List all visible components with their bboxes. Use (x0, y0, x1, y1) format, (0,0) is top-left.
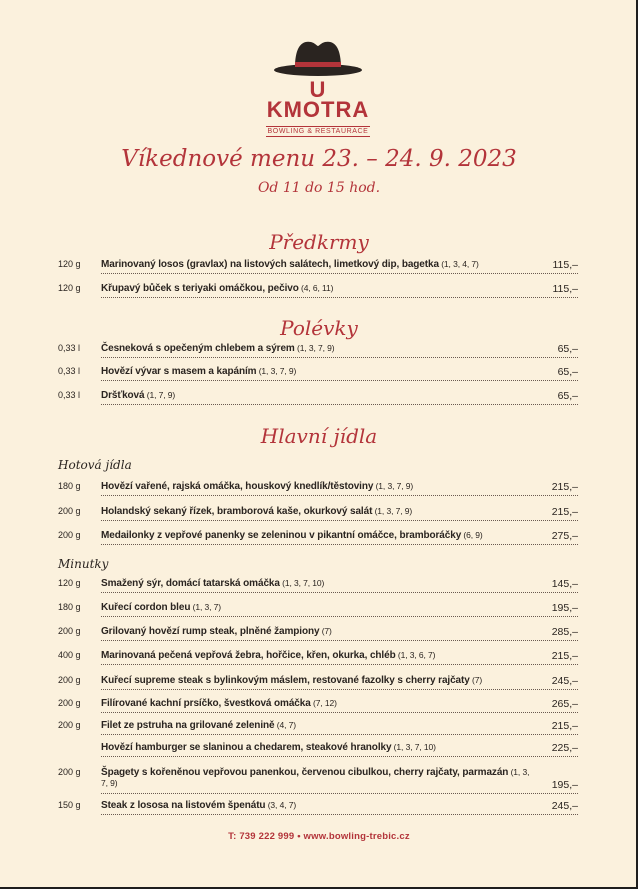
logo (256, 34, 380, 138)
item-price: 65,– (557, 390, 578, 402)
item-price: 115,– (552, 283, 578, 295)
menu-item (58, 797, 578, 815)
section-heading-hlavni: Hlavní jídla (260, 424, 378, 448)
item-price: 145,– (551, 578, 578, 590)
item-name (101, 506, 531, 517)
menu-item (58, 478, 578, 496)
item-weight: 180 g (58, 481, 81, 491)
item-price: 65,– (557, 343, 578, 355)
dotted-leader (101, 689, 578, 690)
menu-item (58, 527, 578, 545)
item-name (101, 578, 531, 589)
dotted-leader (101, 520, 578, 521)
dotted-leader (101, 544, 578, 545)
item-name-text: Holandský sekaný řízek, bramborová kaše, okurkový salát (101, 506, 373, 517)
item-name (101, 259, 531, 270)
item-name-text: Kuřecí supreme steak s bylinkovým máslem, restované fazolky s cherry rajčaty (101, 675, 470, 686)
item-name (101, 602, 531, 613)
item-name-text: Česneková s opečeným chlebem a sýrem (101, 343, 295, 354)
item-allergens: (1, 3, 7, 9) (101, 767, 530, 788)
item-name-text: Kuřecí cordon bleu (101, 602, 191, 613)
item-name (101, 800, 531, 811)
item-price: 115,– (552, 259, 578, 271)
item-price: 215,– (551, 650, 578, 662)
item-weight: 400 g (58, 650, 81, 660)
item-name (101, 530, 531, 541)
menu-item (58, 647, 578, 665)
item-weight: 120 g (58, 283, 81, 293)
item-name (101, 390, 531, 401)
item-allergens: (1, 3, 7, 9) (373, 481, 414, 491)
item-allergens: (4, 6, 11) (298, 283, 334, 293)
item-name (101, 742, 531, 753)
item-name-text: Filet ze pstruha na grilované zelenině (101, 720, 275, 731)
menu-title: Víkednové menu 23. – 24. 9. 2023 (121, 146, 517, 172)
menu-item (58, 695, 578, 713)
item-weight: 180 g (58, 602, 81, 612)
dotted-leader (101, 734, 578, 735)
item-allergens: (1, 7, 9) (144, 390, 176, 400)
item-name-text: Grilovaný hovězí rump steak, plněné žampiony (101, 626, 320, 637)
item-name-text: Marinovaný losos (gravlax) na listových salátech, limetkový dip, bagetka (101, 259, 439, 270)
item-price: 245,– (551, 675, 578, 687)
menu-item (58, 256, 578, 274)
item-name-text: Filírované kachní prsíčko, švestková omáčka (101, 698, 311, 709)
item-weight: 0,33 l (58, 366, 81, 376)
item-price: 245,– (551, 800, 578, 812)
subsection-minutky: Minutky (58, 557, 109, 571)
item-allergens: (1, 3, 7, 9) (256, 366, 297, 376)
dotted-leader (101, 380, 578, 381)
item-name-text: Křupavý bůček s teriyaki omáčkou, pečivo (101, 283, 299, 294)
item-weight: 200 g (58, 675, 81, 685)
dotted-leader (101, 357, 578, 358)
dotted-leader (101, 273, 578, 274)
item-allergens: (1, 3, 7, 9) (294, 343, 335, 353)
item-price: 265,– (551, 698, 578, 710)
menu-item (58, 280, 578, 298)
item-weight: 200 g (58, 720, 81, 730)
dotted-leader (101, 793, 578, 794)
item-weight: 200 g (58, 767, 81, 777)
item-allergens: (7) (469, 675, 483, 685)
item-allergens: (1, 3, 7, 10) (391, 742, 436, 752)
item-name-text: Hovězí vývar s masem a kapáním (101, 366, 257, 377)
item-name (101, 343, 531, 354)
item-price: 215,– (551, 481, 578, 493)
item-name-text: Steak z lososa na listovém špenátu (101, 800, 266, 811)
item-price: 215,– (551, 506, 578, 518)
dotted-leader (101, 756, 578, 757)
item-name (101, 698, 531, 709)
item-name-text: Medailonky z vepřové panenky se zeleninou v pikantní omáčce, bramboráčky (101, 530, 462, 541)
item-weight: 0,33 l (58, 390, 81, 400)
subsection-hotova-jidla: Hotová jídla (58, 458, 132, 472)
item-allergens: (7, 12) (310, 698, 337, 708)
menu-item (58, 387, 578, 405)
brand-name: U KMOTRA (266, 77, 370, 122)
item-price: 225,– (551, 742, 578, 754)
menu-item (58, 340, 578, 358)
hat-icon (273, 34, 363, 78)
item-weight: 0,33 l (58, 343, 81, 353)
item-price: 65,– (557, 366, 578, 378)
menu-item (58, 575, 578, 593)
item-weight: 200 g (58, 698, 81, 708)
item-name-text: Marinovaná pečená vepřová žebra, hořčice, křen, okurka, chléb (101, 650, 396, 661)
dotted-leader (101, 664, 578, 665)
item-price: 285,– (551, 626, 578, 638)
item-allergens: (4, 7) (274, 720, 296, 730)
dotted-leader (101, 297, 578, 298)
menu-item (58, 764, 578, 794)
item-weight: 120 g (58, 259, 81, 269)
dotted-leader (101, 814, 578, 815)
item-allergens: (1, 3, 7, 9) (372, 506, 413, 516)
item-name (101, 767, 531, 789)
menu-item (58, 717, 578, 735)
item-allergens: (6, 9) (461, 530, 483, 540)
item-weight: 200 g (58, 530, 81, 540)
menu-item (58, 623, 578, 641)
item-name (101, 283, 531, 294)
item-name-text: Hovězí hamburger se slaninou a chedarem, steakové hranolky (101, 742, 392, 753)
item-price: 215,– (551, 720, 578, 732)
item-name-text: Hovězí vařené, rajská omáčka, houskový knedlík/těstoviny (101, 481, 374, 492)
contact-footer: T: 739 222 999 • www.bowling-trebic.cz (228, 831, 410, 842)
item-name (101, 675, 531, 686)
dotted-leader (101, 592, 578, 593)
item-weight: 150 g (58, 800, 81, 810)
item-name-text: Špagety s kořeněnou vepřovou panenkou, červenou cibulkou, cherry rajčaty, parmazán (101, 767, 509, 778)
menu-item (58, 739, 578, 757)
section-heading-predkrmy: Předkrmy (269, 230, 369, 254)
menu-item (58, 363, 578, 381)
item-name (101, 366, 531, 377)
menu-item (58, 599, 578, 617)
item-allergens: (3, 4, 7) (265, 800, 297, 810)
menu-item (58, 503, 578, 521)
menu-item (58, 672, 578, 690)
item-price: 195,– (551, 602, 578, 614)
item-name-text: Dršťková (101, 390, 145, 401)
item-allergens: (7) (319, 626, 332, 636)
dotted-leader (101, 495, 578, 496)
item-allergens: (1, 3, 4, 7) (438, 259, 479, 269)
menu-hours: Od 11 do 15 hod. (257, 180, 381, 196)
item-allergens: (1, 3, 6, 7) (395, 650, 436, 660)
item-weight: 120 g (58, 578, 81, 588)
dotted-leader (101, 404, 578, 405)
item-allergens: (1, 3, 7) (190, 602, 221, 612)
dotted-leader (101, 616, 578, 617)
item-name (101, 650, 531, 661)
item-weight: 200 g (58, 506, 81, 516)
dotted-leader (101, 640, 578, 641)
item-name (101, 720, 531, 731)
item-name (101, 626, 531, 637)
item-price: 275,– (551, 530, 578, 542)
item-allergens: (1, 3, 7, 10) (279, 578, 325, 588)
item-name (101, 481, 531, 492)
dotted-leader (101, 712, 578, 713)
item-weight: 200 g (58, 626, 81, 636)
item-price: 195,– (551, 779, 578, 791)
brand-tagline: BOWLING & RESTAURACE (267, 128, 369, 135)
item-name-text: Smažený sýr, domácí tatarská omáčka (101, 578, 280, 589)
section-heading-polevky: Polévky (280, 316, 358, 340)
